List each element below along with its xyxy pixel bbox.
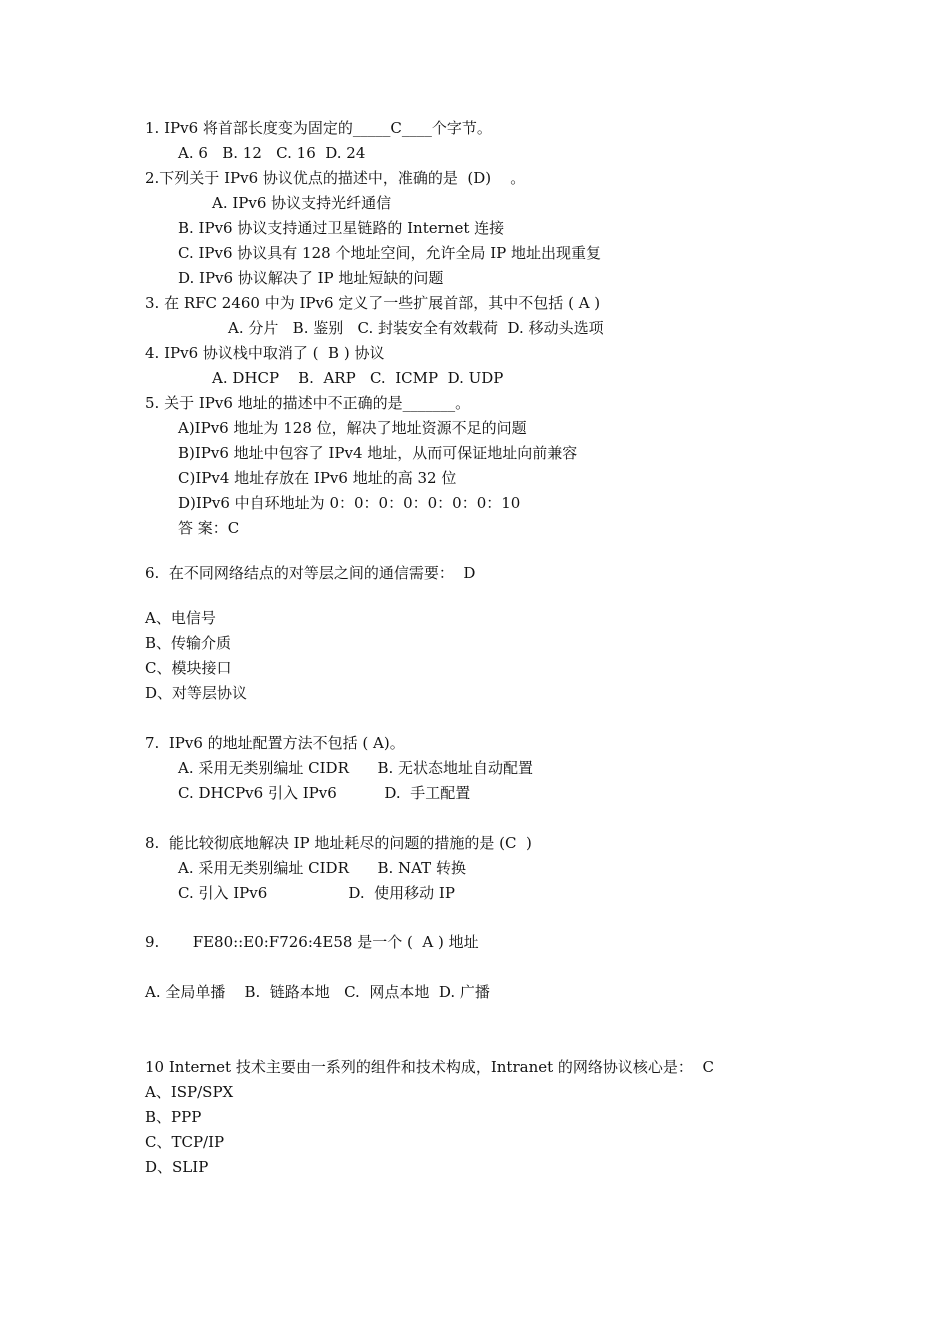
question-2-option-a: A. IPv6 协议支持光纤通信: [212, 194, 392, 212]
question-4-options: A. DHCP B. ARP C. ICMP D. UDP: [212, 369, 504, 387]
question-6-option-b: B、传输介质: [145, 634, 232, 652]
question-9-options: A. 全局单播 B. 链路本地 C. 网点本地 D. 广播: [145, 983, 490, 1001]
question-6-option-d: D、对等层协议: [145, 684, 248, 702]
question-7-options-cd: C. DHCPv6 引入 IPv6 D. 手工配置: [178, 784, 471, 802]
question-8-options-cd: C. 引入 IPv6 D. 使用移动 IP: [178, 884, 455, 902]
question-10-option-b: B、PPP: [145, 1108, 202, 1126]
question-10-stem: 10 Internet 技术主要由一系列的组件和技术构成，Intranet 的网络协议核心是： C: [145, 1058, 714, 1076]
question-5-option-d: D)IPv6 中自环地址为 0：0：0：0：0：0：0：10: [178, 494, 521, 512]
question-10-option-c: C、TCP/IP: [145, 1133, 225, 1151]
question-4-stem: 4. IPv6 协议栈中取消了 ( B ) 协议: [145, 344, 385, 362]
question-3-stem: 3. 在 RFC 2460 中为 IPv6 定义了一些扩展首部，其中不包括 ( A ): [145, 294, 601, 312]
question-2-option-d: D. IPv6 协议解决了 IP 地址短缺的问题: [178, 269, 444, 287]
question-7-stem: 7. IPv6 的地址配置方法不包括 ( A)。: [145, 734, 405, 752]
question-3-options: A. 分片 B. 鉴别 C. 封装安全有效载荷 D. 移动头选项: [228, 319, 604, 337]
question-9-stem: 9. FE80::E0:F726:4E58 是一个 ( A ) 地址: [145, 933, 479, 951]
question-2-stem: 2.下列关于 IPv6 协议优点的描述中，准确的是 (D) 。: [145, 169, 526, 187]
question-7-options-ab: A. 采用无类别编址 CIDR B. 无状态地址自动配置: [178, 759, 534, 777]
question-5-stem: 5. 关于 IPv6 地址的描述中不正确的是_______。: [145, 394, 471, 412]
question-6-stem: 6. 在不同网络结点的对等层之间的通信需要： D: [145, 564, 476, 582]
question-6-option-a: A、电信号: [145, 609, 216, 627]
question-5-option-a: A)IPv6 地址为 128 位，解决了地址资源不足的问题: [178, 419, 527, 437]
question-2-option-b: B. IPv6 协议支持通过卫星链路的 Internet 连接: [178, 219, 505, 237]
question-5-answer: 答 案：C: [178, 519, 240, 537]
question-8-stem: 8. 能比较彻底地解决 IP 地址耗尽的问题的措施的是 (C ): [145, 834, 532, 852]
question-10-option-a: A、ISP/SPX: [145, 1083, 234, 1101]
question-10-option-d: D、SLIP: [145, 1158, 209, 1176]
question-6-option-c: C、模块接口: [145, 659, 232, 677]
question-8-options-ab: A. 采用无类别编址 CIDR B. NAT 转换: [178, 859, 466, 877]
question-2-option-c: C. IPv6 协议具有 128 个地址空间，允许全局 IP 地址出现重复: [178, 244, 602, 262]
question-5-option-b: B)IPv6 地址中包容了 IPv4 地址，从而可保证地址向前兼容: [178, 444, 578, 462]
question-5-option-c: C)IPv4 地址存放在 IPv6 地址的高 32 位: [178, 469, 457, 487]
question-1-options: A. 6 B. 12 C. 16 D. 24: [178, 144, 366, 162]
question-1-stem: 1. IPv6 将首部长度变为固定的_____C____个字节。: [145, 119, 492, 137]
